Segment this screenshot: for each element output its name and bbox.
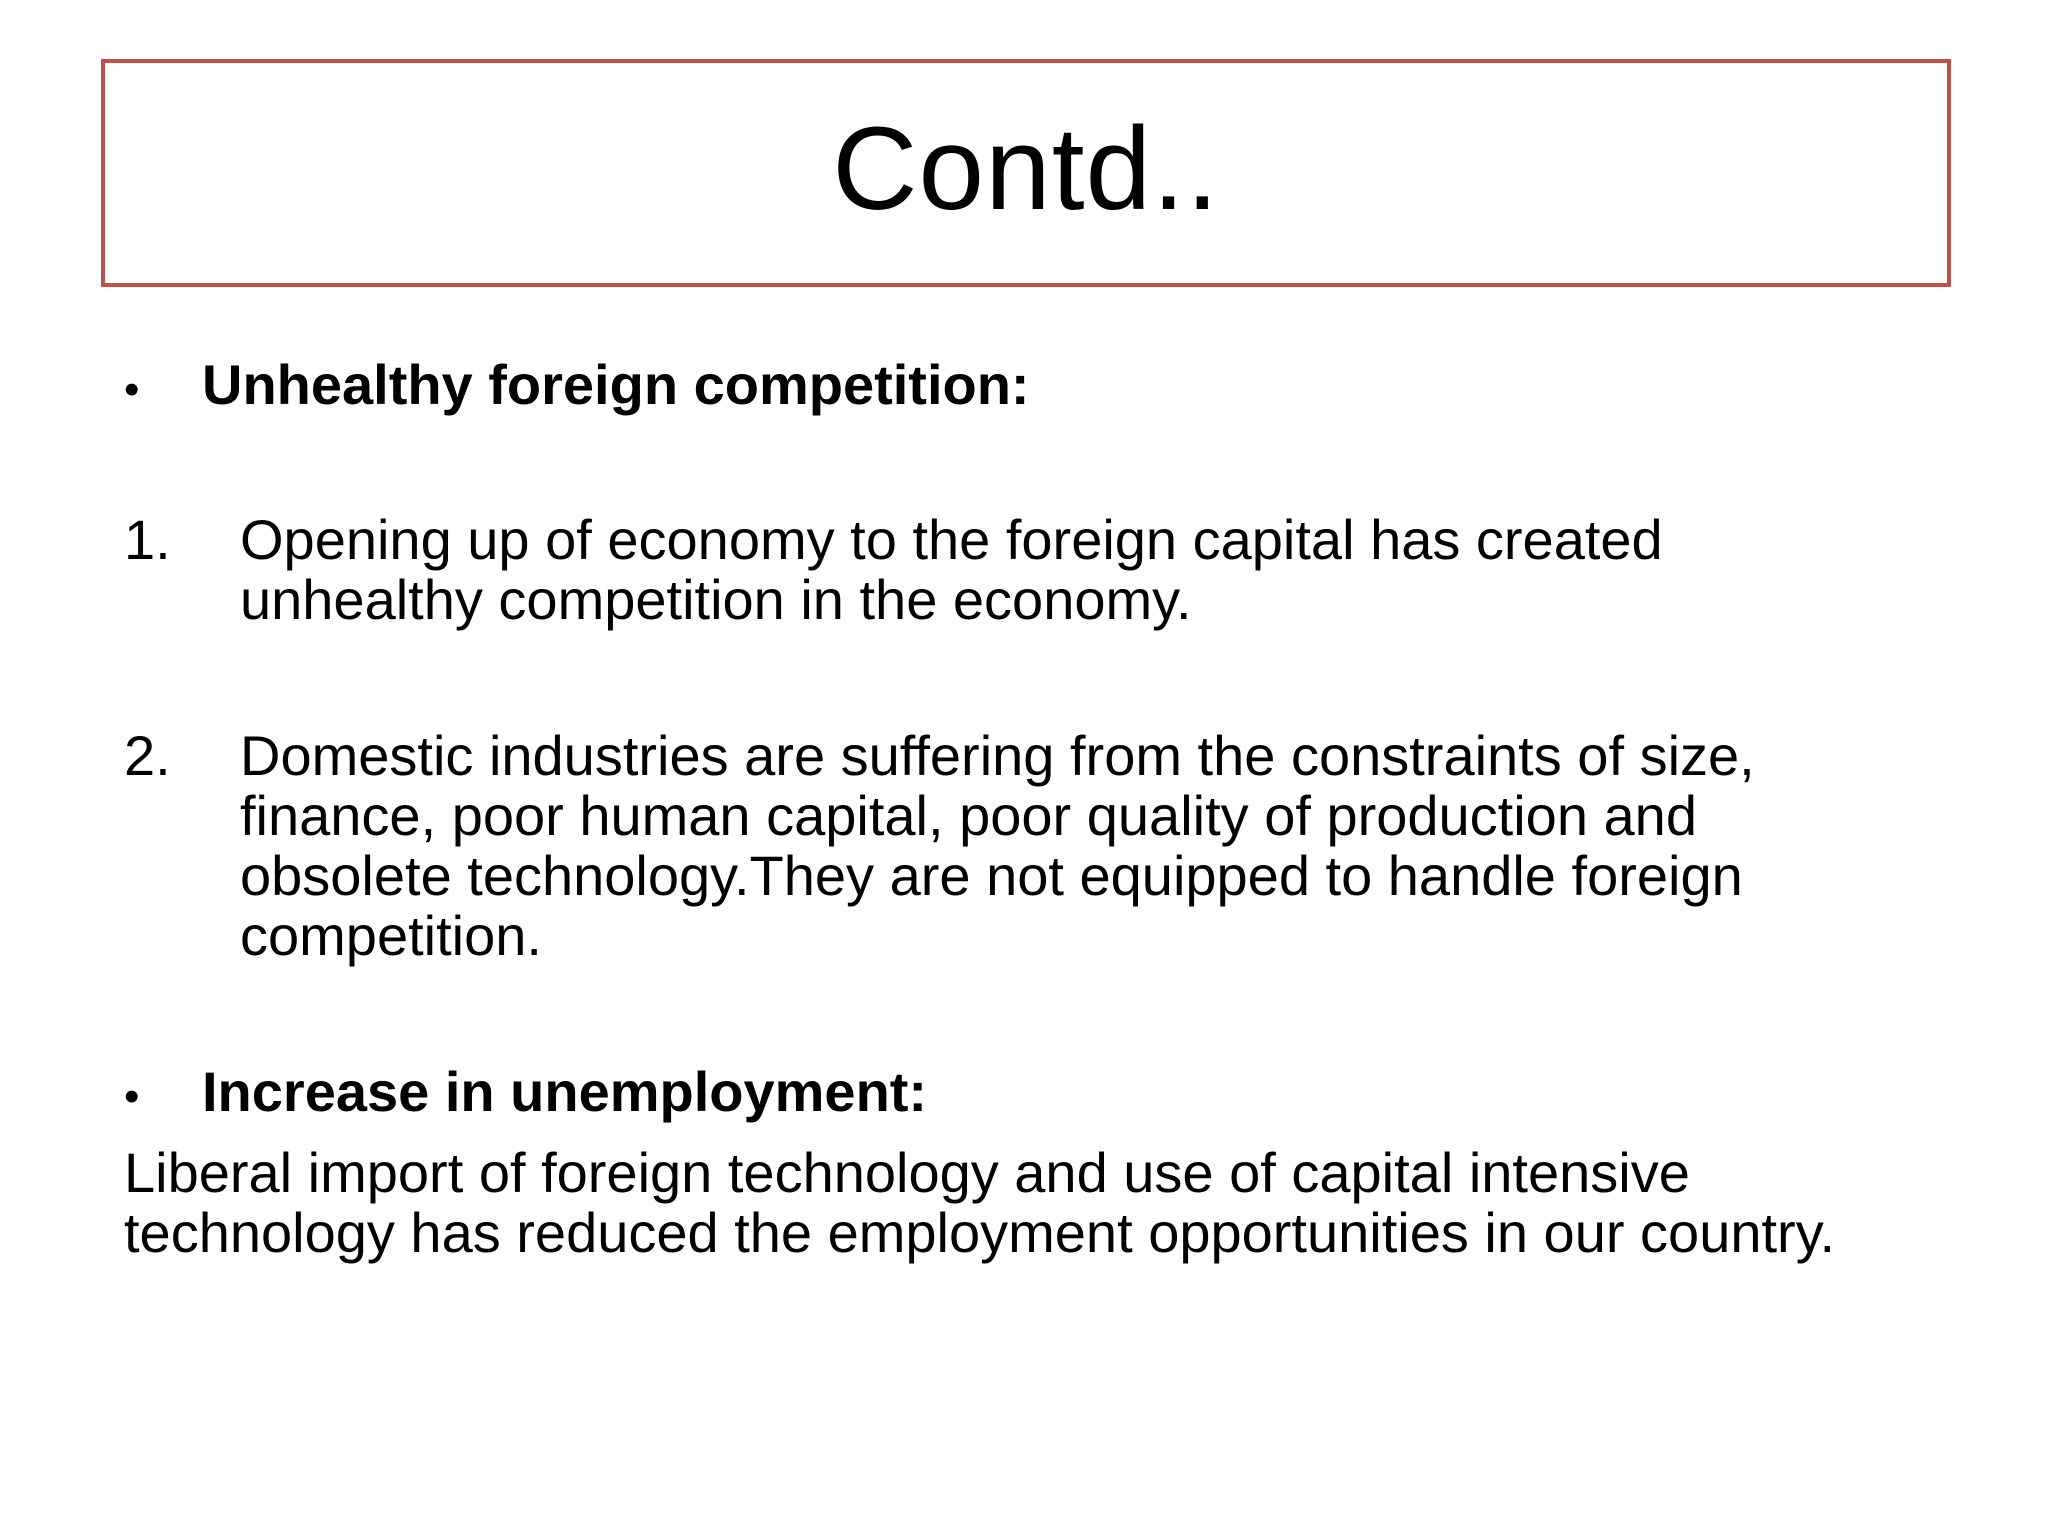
- section-heading-text: Unhealthy foreign competition:: [202, 353, 1030, 416]
- title-box: [101, 59, 1951, 287]
- section-heading-competition: [124, 355, 1964, 420]
- section-heading-text: Increase in unemployment:: [202, 1060, 928, 1123]
- numbered-item: [124, 726, 1964, 966]
- item-text: Opening up of economy to the foreign capital has created unhealthy competition in the economy.: [240, 508, 1663, 631]
- body-paragraph: Liberal import of foreign technology and use of capital intensive technology has reduced the employment opportunities in our country.: [124, 1141, 1836, 1264]
- slide-title: Contd..: [832, 103, 1220, 235]
- item-number: 2.: [124, 724, 171, 787]
- section-heading-unemployment: [124, 1062, 1964, 1127]
- bullet-icon: •: [124, 1072, 140, 1121]
- item-number: 1.: [124, 508, 171, 571]
- bullet-icon: •: [124, 365, 140, 414]
- numbered-item: [124, 510, 1964, 630]
- slide-content: [124, 355, 1964, 1263]
- item-text: Domestic industries are suffering from the constraints of size, finance, poor human capital, poor quality of production and obsolete technology.They are not equipped to handle foreign competition.: [240, 724, 1755, 967]
